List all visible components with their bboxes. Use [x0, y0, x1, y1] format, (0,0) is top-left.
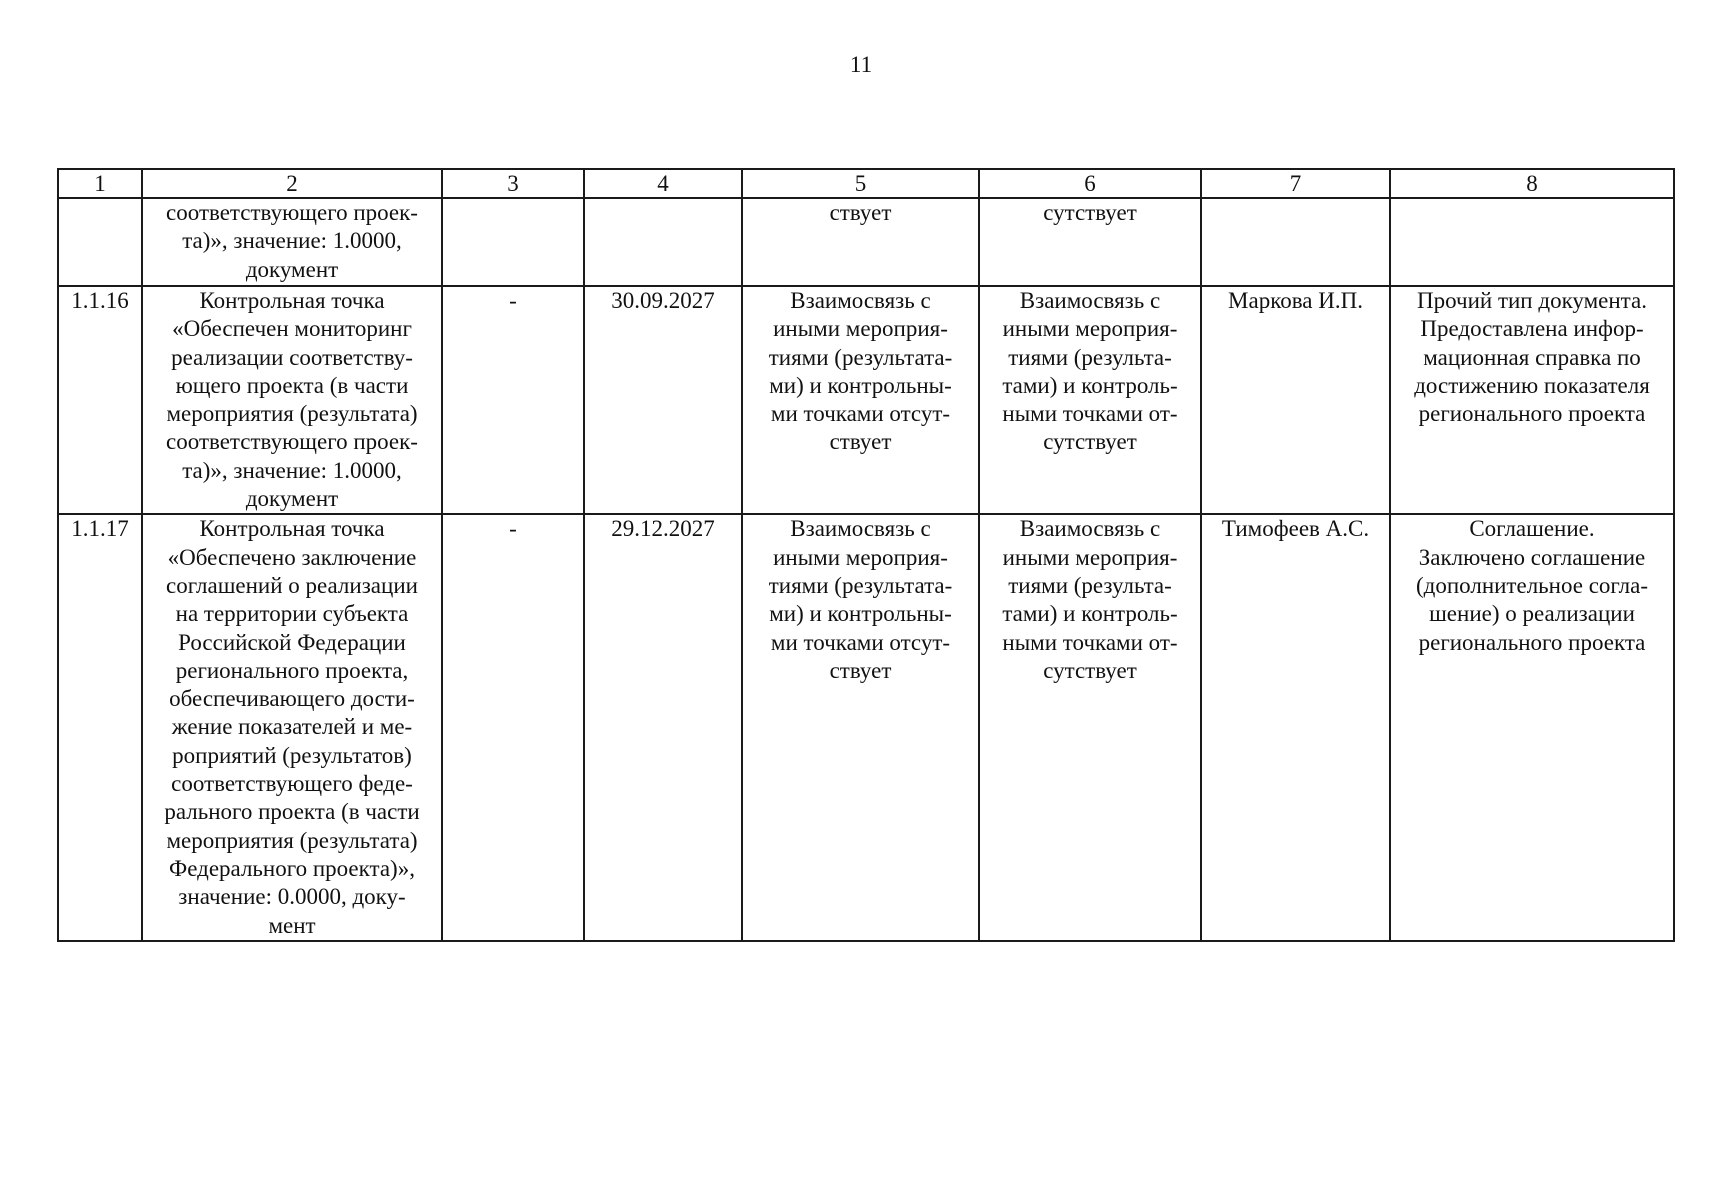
- links-next-text: Взаимосвязь с иными мероприя- тиями (результа- тами) и контроль- ными точками от- сутствует: [1002, 516, 1178, 683]
- table-row-continuation: [58, 198, 1674, 286]
- links-prev-text: Взаимосвязь с иными мероприя- тиями (результата- ми) и контрольны- ми точками отсут- ствует: [768, 288, 953, 455]
- table-row-1-1-17: [58, 514, 1674, 940]
- header-col-8: 8: [1390, 169, 1674, 198]
- page-number: 11: [849, 52, 873, 77]
- control-point-cell: [142, 514, 442, 940]
- links-prev-text: ствует: [829, 200, 892, 225]
- col3-cell: [442, 198, 584, 286]
- header-col-6: 6: [979, 169, 1201, 198]
- control-point-text: соответствующего проек- та)», значение: 1.0000, документ: [166, 200, 418, 282]
- links-next-cell: [979, 198, 1201, 286]
- row-number-cell: [58, 198, 142, 286]
- links-next-text: Взаимосвязь с иными мероприя- тиями (результа- тами) и контроль- ными точками от- сутствует: [1002, 288, 1178, 455]
- responsible-cell: [1201, 286, 1390, 514]
- header-row: [58, 169, 1674, 198]
- row-number: 1.1.17: [71, 516, 129, 542]
- header-col-7: 7: [1201, 169, 1390, 198]
- date-cell: [584, 514, 742, 940]
- responsible-cell: [1201, 514, 1390, 940]
- table-row-1-1-16: [58, 286, 1674, 514]
- responsible-cell: [1201, 198, 1390, 286]
- control-point-text: Контрольная точка «Обеспечено заключение соглашений о реализации на территории субъекта Российской Федерации регионального проекта, обеспечивающего дости- жение показателей и ме- роприятий (результатов) соответствующего феде- рального проекта (в части мероприятия (результата) Федерального проекта)», значение: 0.0000, доку- мент: [164, 516, 420, 938]
- header-col-1: 1: [58, 169, 142, 198]
- links-next-text: сутствует: [1043, 200, 1137, 225]
- row-number-cell: [58, 286, 142, 514]
- deadline-date: 30.09.2027: [611, 288, 715, 313]
- header-col-3: 3: [442, 169, 584, 198]
- links-prev-text: Взаимосвязь с иными мероприя- тиями (результата- ми) и контрольны- ми точками отсут- ствует: [768, 516, 953, 683]
- date-cell: [584, 286, 742, 514]
- header-col-2: 2: [142, 169, 442, 198]
- responsible-name: Маркова И.П.: [1228, 288, 1363, 313]
- links-next-cell: [979, 286, 1201, 514]
- responsible-name: Тимофеев А.С.: [1221, 516, 1370, 542]
- doc-type-cell: [1390, 514, 1674, 940]
- control-point-cell: [142, 286, 442, 514]
- doc-type-text: Прочий тип документа. Предоставлена инфор- мационная справка по достижению показателя регионального проекта: [1414, 288, 1650, 427]
- row-number: 1.1.16: [71, 288, 129, 313]
- control-points-table: [57, 168, 1675, 942]
- doc-type-cell: [1390, 286, 1674, 514]
- deadline-date: 29.12.2027: [611, 516, 715, 542]
- links-prev-cell: [742, 198, 979, 286]
- links-prev-cell: [742, 286, 979, 514]
- col3-cell: [442, 286, 584, 514]
- doc-type-cell: [1390, 198, 1674, 286]
- header-col-5: 5: [742, 169, 979, 198]
- date-cell: [584, 198, 742, 286]
- links-prev-cell: [742, 514, 979, 940]
- col3-cell: [442, 514, 584, 940]
- col3-value: -: [509, 516, 517, 542]
- row-number-cell: [58, 514, 142, 940]
- col3-value: -: [509, 288, 517, 313]
- control-point-text: Контрольная точка «Обеспечен мониторинг реализации соответству- ющего проекта (в части мероприятия (результата) соответствующего проек- та)», значение: 1.0000, документ: [166, 288, 418, 512]
- doc-type-text: Соглашение. Заключено соглашение (дополнительное согла- шение) о реализации регионального проекта: [1415, 516, 1649, 655]
- header-col-4: 4: [584, 169, 742, 198]
- links-next-cell: [979, 514, 1201, 940]
- control-point-cell: [142, 198, 442, 286]
